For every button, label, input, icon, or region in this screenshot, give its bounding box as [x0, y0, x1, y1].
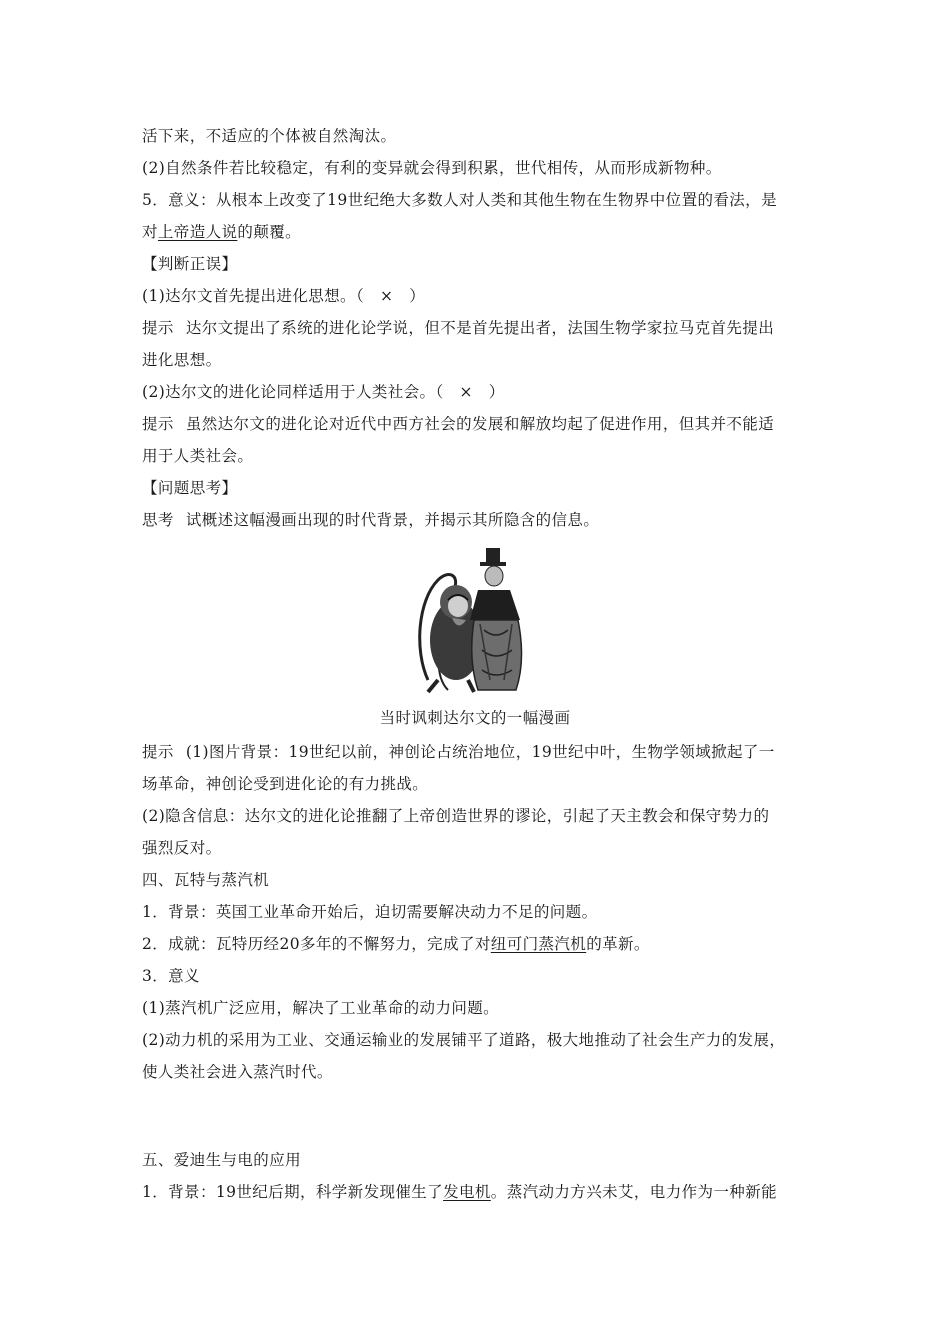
text-line: 3．意义 — [142, 967, 200, 985]
text-line: (1)蒸汽机广泛应用，解决了工业革命的动力问题。 — [142, 999, 500, 1017]
text-line: (2)隐含信息：达尔文的进化论推翻了上帝创造世界的谬论，引起了天主教会和保守势力的 — [142, 807, 770, 825]
text-span: 2．成就：瓦特历经20多年的不懈努力，完成了对 — [142, 935, 491, 953]
section-heading: 四、瓦特与蒸汽机 — [142, 871, 270, 889]
text-line: 5．意义：从根本上改变了19世纪绝大多数人对人类和其他生物在生物界中位置的看法，是 — [142, 191, 777, 209]
text-span: 对 — [142, 223, 158, 241]
tip-text: 虽然达尔文的进化论对近代中西方社会的发展和解放均起了促进作用，但其并不能适 — [185, 415, 775, 433]
text-line: (2)动力机的采用为工业、交通运输业的发展铺平了道路，极大地推动了社会生产力的发展， — [142, 1031, 786, 1049]
tip-line — [142, 318, 774, 338]
section-heading: 五、爱迪生与电的应用 — [142, 1151, 302, 1169]
underlined-term: 发电机 — [443, 1183, 491, 1201]
think-question: 试概述这幅漫画出现的时代背景，并揭示其所隐含的信息。 — [185, 511, 600, 529]
text-line — [142, 934, 650, 954]
figure-caption: 当时讽刺达尔文的一幅漫画 — [379, 709, 571, 727]
tip-label: 提示 — [142, 743, 174, 761]
text-line: 强烈反对。 — [142, 839, 222, 857]
tip-line — [142, 414, 774, 434]
text-span: 的颠覆。 — [237, 223, 302, 241]
tip-label: 提示 — [142, 319, 174, 337]
text-line: 活下来，不适应的个体被自然淘汰。 — [142, 127, 397, 145]
think-line — [142, 510, 599, 530]
tip-line — [142, 742, 775, 762]
judge-item: (2)达尔文的进化论同样适用于人类社会。（ × ） — [142, 383, 505, 401]
tip-text: (1)图片背景：19世纪以前，神创论占统治地位，19世纪中叶，生物学领域掀起了一 — [185, 743, 775, 761]
text-line — [142, 222, 301, 242]
text-span: 的革新。 — [586, 935, 650, 953]
text-line: 1．背景：英国工业革命开始后，迫切需要解决动力不足的问题。 — [142, 903, 598, 921]
section-heading: 【问题思考】 — [142, 479, 238, 497]
text-line: 使人类社会进入蒸汽时代。 — [142, 1063, 333, 1081]
text-line: (2)自然条件若比较稳定，有利的变异就会得到积累，世代相传，从而形成新物种。 — [142, 159, 722, 177]
text-span: 1．背景：19世纪后期，科学新发现催生了 — [142, 1183, 444, 1201]
section-heading: 【判断正误】 — [142, 255, 238, 273]
text-span: 。蒸汽动力方兴未艾，电力作为一种新能 — [490, 1183, 777, 1201]
text-line: 场革命，神创论受到进化论的有力挑战。 — [142, 775, 429, 793]
tip-label: 提示 — [142, 415, 174, 433]
text-line: 用于人类社会。 — [142, 447, 254, 465]
text-line: 进化思想。 — [142, 351, 222, 369]
judge-item: (1)达尔文首先提出进化思想。（ × ） — [142, 287, 426, 305]
think-label: 思考 — [142, 511, 174, 529]
darwin-satire-cartoon — [408, 540, 536, 696]
tip-text: 达尔文提出了系统的进化论学说，但不是首先提出者，法国生物学家拉马克首先提出 — [185, 319, 775, 337]
text-line — [142, 1182, 777, 1202]
underlined-term: 纽可门蒸汽机 — [490, 935, 587, 953]
underlined-term: 上帝造人说 — [157, 223, 238, 241]
